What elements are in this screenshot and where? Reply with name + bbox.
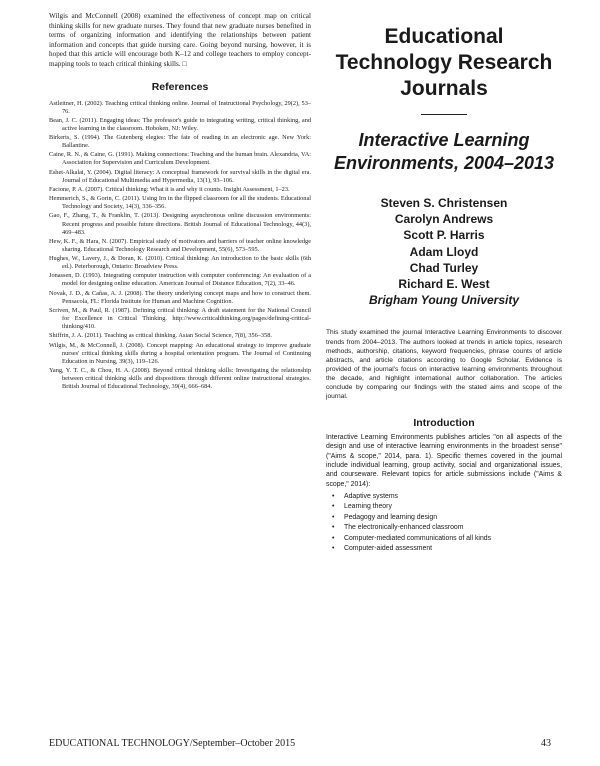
bullet-icon: • [332, 534, 335, 542]
title-divider [421, 114, 467, 115]
topic-item [326, 513, 562, 523]
author-name: Steven S. Christensen [380, 196, 508, 210]
bullet-icon: • [332, 513, 335, 521]
abstract: This study examined the journal Interactive Learning Environments to discover trends from 2004–2013. The authors looked at trends in article topics, research methods, authorship, citations, keyword frequencies, phrase counts of article abstracts, and article citations according to Google Scholar. Evidence is provided of the journal's focus on interactive learning environments throughout the decade, and highlight international author collaboration. The articles conclude by comparing our findings with the stated aims and scope of the journal. [326, 329, 562, 401]
bullet-icon: • [332, 492, 335, 500]
page-number: 43 [541, 738, 551, 749]
intro-paragraph-text: Wilgis and McConnell (2008) examined the effectiveness of concept map on critical thinking skills for new graduate nurses. They found that new graduate nurses benefited in terms of organizing information and identifying the relationships between patient information and concepts that guide nursing care. Going beyond nursing, however, it is hoped that this article will encourage both K–12 and college teachers to employ concept-mapping tools to teach critical thinking skills. [49, 12, 311, 68]
reference-item: Hemmerich, S., & Gorin, C. (2011). Using Irn in the flipped classroom for all the students. Educational Technology and Society, 14(3), 336–356. [49, 195, 311, 211]
topic-label: The electronically-enhanced classroom [344, 524, 464, 532]
reference-item: Jonassen, D. (1993). Integrating computer instruction with computer conferencing: An evaluation of a model for designing online education. American Journal of Distance Education, 7(2), 33–46. [49, 272, 311, 288]
bullet-icon: • [332, 524, 335, 532]
reference-item: Birkerts, S. (1994). The Gutenberg elegies: The fate of reading in an electronic age. New York: Ballantine. [49, 134, 311, 150]
topic-item [326, 492, 562, 502]
author-name: Richard E. West [398, 277, 490, 292]
author-name: Chad Turley [409, 260, 479, 275]
bullet-icon: • [332, 503, 335, 511]
topic-label: Learning theory [344, 503, 392, 511]
left-column [49, 12, 311, 392]
bullet-icon: • [332, 544, 335, 552]
reference-item: Shiffrin, J. A. (2011). Teaching as critical thinking. Asian Social Science, 7(8), 356–358. [49, 332, 272, 340]
topic-item [326, 544, 562, 554]
reference-item: Caine, R. N., & Caine, G. (1991). Making connections: Teaching and the human brain. Alexandria, VA: Association for Supervision and Curriculum Development. [49, 151, 311, 167]
topic-item [326, 523, 562, 533]
author-list [326, 195, 562, 308]
reference-item: Scriven, M., & Paul, R. (1987). Defining critical thinking: A draft statement for the National Council for Excellence in Critical Thinking. http://www.criticalthinking.org/pages/defining-critical-thinking/410. [49, 306, 311, 331]
reference-item: Bean, J. C. (2011). Engaging ideas: The professor's guide to integrating writing, critical thinking, and active learning in the classroom. Hoboken, NJ: Wiley. [49, 116, 311, 132]
author-name: Adam Lloyd [409, 244, 479, 259]
intro-paragraph [49, 12, 311, 70]
introduction-heading: Introduction [413, 417, 475, 430]
topic-label: Computer-mediated communications of all kinds [344, 534, 492, 542]
article-subtitle: Interactive Learning Environments, 2004–2013 [333, 130, 555, 173]
reference-item: Hughes, W., Lavery, J., & Doran, K. (2010). Critical thinking: An introduction to the basic skills (6th ed.). Peterborough, Ontario: Broadview Press. [49, 255, 311, 271]
topic-item [326, 502, 562, 512]
publication-info: EDUCATIONAL TECHNOLOGY/September–October 2015 [49, 738, 296, 749]
reference-item: Astleitner, H. (2002). Teaching critical thinking online. Journal of Instructional Psychology, 29(2), 53–76. [49, 99, 311, 115]
topic-label: Computer-aided assessment [344, 544, 433, 552]
reference-item: Facione, P. A. (2007). Critical thinking: What it is and why it counts. Insight Assessment, 1–23. [49, 185, 290, 193]
reference-item: Eshet-Alkalai, Y. (2004). Digital literacy: A conceptual framework for survival skills in the digital era. Journal of Educational Multimedia and Hypermedia, 13(1), 93–106. [49, 168, 311, 184]
reference-item: Hew, K. F., & Hara, N. (2007). Empirical study of motivators and barriers of teacher online knowledge sharing. Educational Technology Research and Development, 55(6), 573–595. [49, 237, 311, 253]
author-name: Scott P. Harris [403, 228, 485, 243]
end-mark: □ [182, 59, 187, 68]
topic-label: Adaptive systems [344, 492, 398, 500]
references-list [49, 100, 311, 391]
references-heading: References [151, 80, 209, 93]
author-affiliation: Brigham Young University [368, 293, 520, 308]
reference-item: Wilgis, M., & McConnell, J. (2008). Concept mapping: An educational strategy to improve graduate nurses' critical thinking skills during a hospital orientation program. The Journal of Continuing Education in Nursing, 39(3), 119–126. [49, 341, 311, 365]
reference-item: Yang, Y. T. C., & Chou, H. A. (2008). Beyond critical thinking skills: Investigating the relationship between critical thinking skills and dispositions through different online instructional strategies. British Journal of Educational Technology, 39(4), 666–684. [49, 366, 311, 390]
reference-item: Novak, J. D., & Cañas, A. J. (2008). The theory underlying concept maps and how to construct them. Pensacola, FL: Florida Institute for Human and Machine Cognition. [49, 289, 311, 305]
introduction-text: Interactive Learning Environments publishes articles "on all aspects of the design and use of interactive learning environments in the broadest sense" ("Aims & scope," 2014, para. 1). Specific themes covered in the journal include individual learning, group activity, social and organizational issues, and courseware. Relevant topics for article submissions include ("Aims & scope," 2014): [326, 434, 562, 488]
topics-list [326, 492, 562, 554]
reference-item: Gao, F., Zhang, T., & Franklin, T. (2013). Designing asynchronous online discussion environments: Recent progress and possible future directions. British Journal of Educational Technology, 44(3), 469–483. [49, 212, 311, 236]
topic-label: Pedagogy and learning design [344, 513, 438, 521]
author-name: Carolyn Andrews [394, 212, 494, 227]
topic-item [326, 534, 562, 544]
journal-title: Educational Technology Research Journals [335, 25, 553, 100]
right-column [326, 12, 562, 554]
